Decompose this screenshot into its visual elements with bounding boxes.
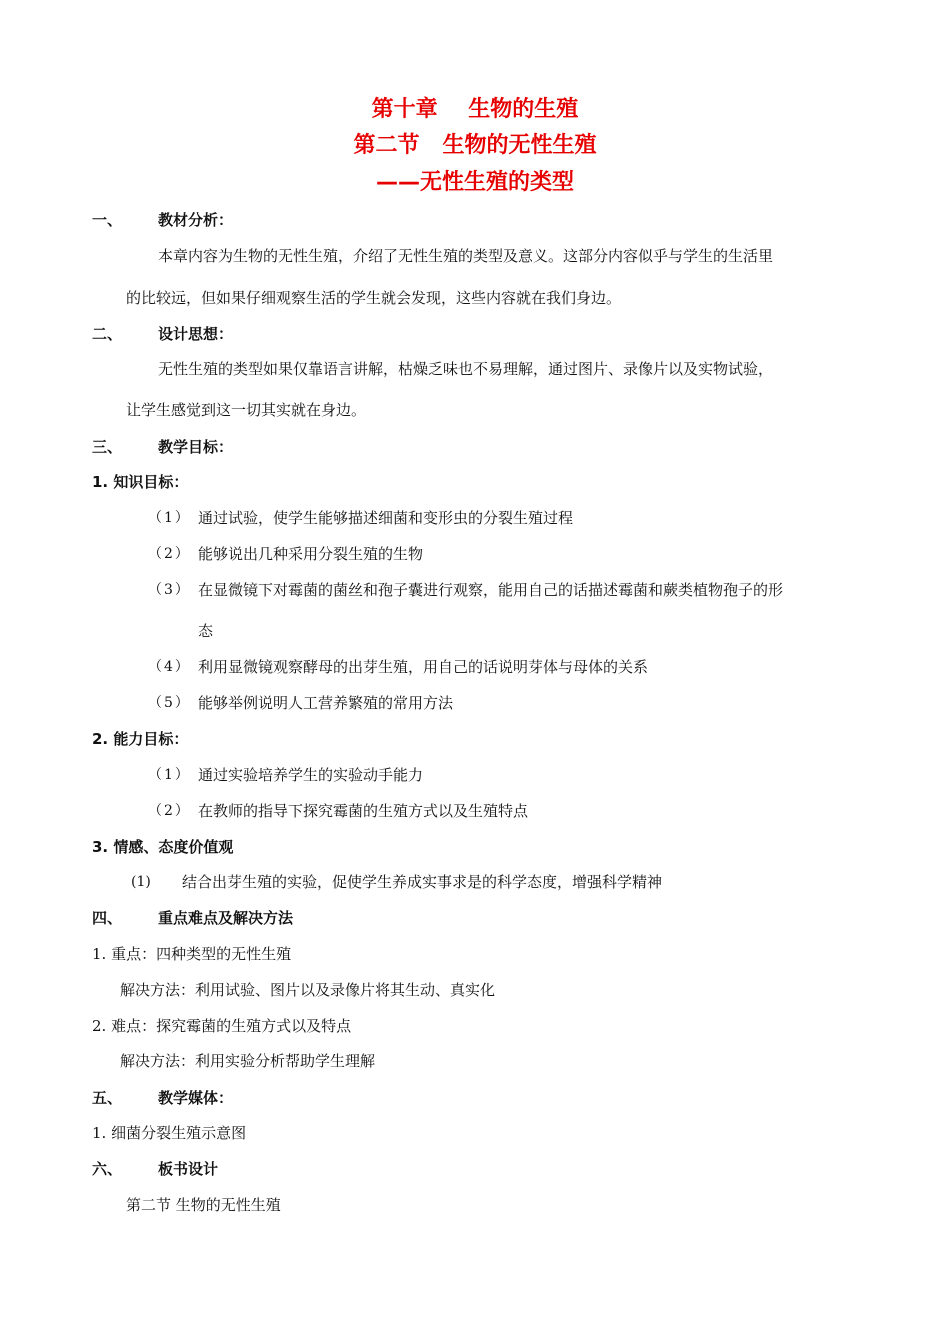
list-item-number: (1) — [131, 874, 151, 890]
list-item-text: 通过试验，使学生能够描述细菌和变形虫的分裂生殖过程 — [198, 509, 574, 527]
paragraph-2-line-2: 让学生感觉到这一切其实就在身边。 — [126, 401, 367, 419]
list-item-text: 能够举例说明人工营养繁殖的常用方法 — [198, 694, 454, 712]
section-title: 第二节 生物的无性生殖 — [353, 133, 597, 158]
heading-4-title: 重点难点及解决方法 — [158, 909, 294, 927]
ability-goals-heading: 2. 能力目标： — [92, 730, 189, 748]
paragraph-2-line-1: 无性生殖的类型如果仅靠语言讲解，枯燥乏味也不易理解，通过图片、录像片以及实物试验， — [158, 360, 774, 378]
chapter-title: 第十章 生物的生殖 — [371, 97, 579, 122]
list-item-continuation: 态 — [198, 622, 214, 640]
heading-1-number: 一、 — [92, 211, 123, 229]
heading-5-title: 教学媒体： — [158, 1089, 234, 1107]
list-item-text: 结合出芽生殖的实验，促使学生养成实事求是的科学态度，增强科学精神 — [182, 873, 663, 891]
key-point-line: 1. 重点：四种类型的无性生殖 — [92, 945, 292, 963]
media-item: 1. 细菌分裂生殖示意图 — [92, 1124, 247, 1142]
list-item-number: （1） — [148, 767, 191, 783]
board-design-line: 第二节 生物的无性生殖 — [126, 1196, 281, 1214]
heading-5-number: 五、 — [92, 1089, 123, 1107]
difficulty-solution: 解决方法：利用实验分析帮助学生理解 — [120, 1052, 376, 1070]
difficulty-line: 2. 难点：探究霉菌的生殖方式以及特点 — [92, 1017, 352, 1035]
section-subtitle: ——无性生殖的类型 — [375, 170, 574, 195]
list-item-number: （3） — [148, 582, 191, 598]
list-item-number: （2） — [148, 546, 191, 562]
heading-2-title: 设计思想： — [158, 325, 234, 343]
heading-2-number: 二、 — [92, 325, 123, 343]
heading-6-title: 板书设计 — [158, 1160, 219, 1178]
key-point-solution: 解决方法：利用试验、图片以及录像片将其生动、真实化 — [120, 981, 496, 999]
heading-4-number: 四、 — [92, 909, 123, 927]
list-item-text: 在教师的指导下探究霉菌的生殖方式以及生殖特点 — [198, 802, 529, 820]
list-item-text: 通过实验培养学生的实验动手能力 — [198, 766, 424, 784]
list-item-text: 能够说出几种采用分裂生殖的生物 — [198, 545, 424, 563]
list-item-number: （1） — [148, 510, 191, 526]
list-item-number: （5） — [148, 695, 191, 711]
list-item-number: （4） — [148, 659, 191, 675]
paragraph-1-line-1: 本章内容为生物的无性生殖，介绍了无性生殖的类型及意义。这部分内容似乎与学生的生活里 — [158, 247, 774, 265]
heading-6-number: 六、 — [92, 1160, 123, 1178]
heading-3-number: 三、 — [92, 438, 123, 456]
attitude-goals-heading: 3. 情感、态度价值观 — [92, 838, 234, 856]
knowledge-goals-heading: 1. 知识目标： — [92, 473, 189, 491]
paragraph-1-line-2: 的比较远，但如果仔细观察生活的学生就会发现，这些内容就在我们身边。 — [126, 289, 622, 307]
list-item-text: 利用显微镜观察酵母的出芽生殖，用自己的话说明芽体与母体的关系 — [198, 658, 649, 676]
heading-3-title: 教学目标： — [158, 438, 234, 456]
list-item-text: 在显微镜下对霉菌的菌丝和孢子囊进行观察，能用自己的话描述霉菌和蕨类植物孢子的形 — [198, 581, 784, 599]
list-item-number: （2） — [148, 803, 191, 819]
heading-1-title: 教材分析： — [158, 211, 234, 229]
